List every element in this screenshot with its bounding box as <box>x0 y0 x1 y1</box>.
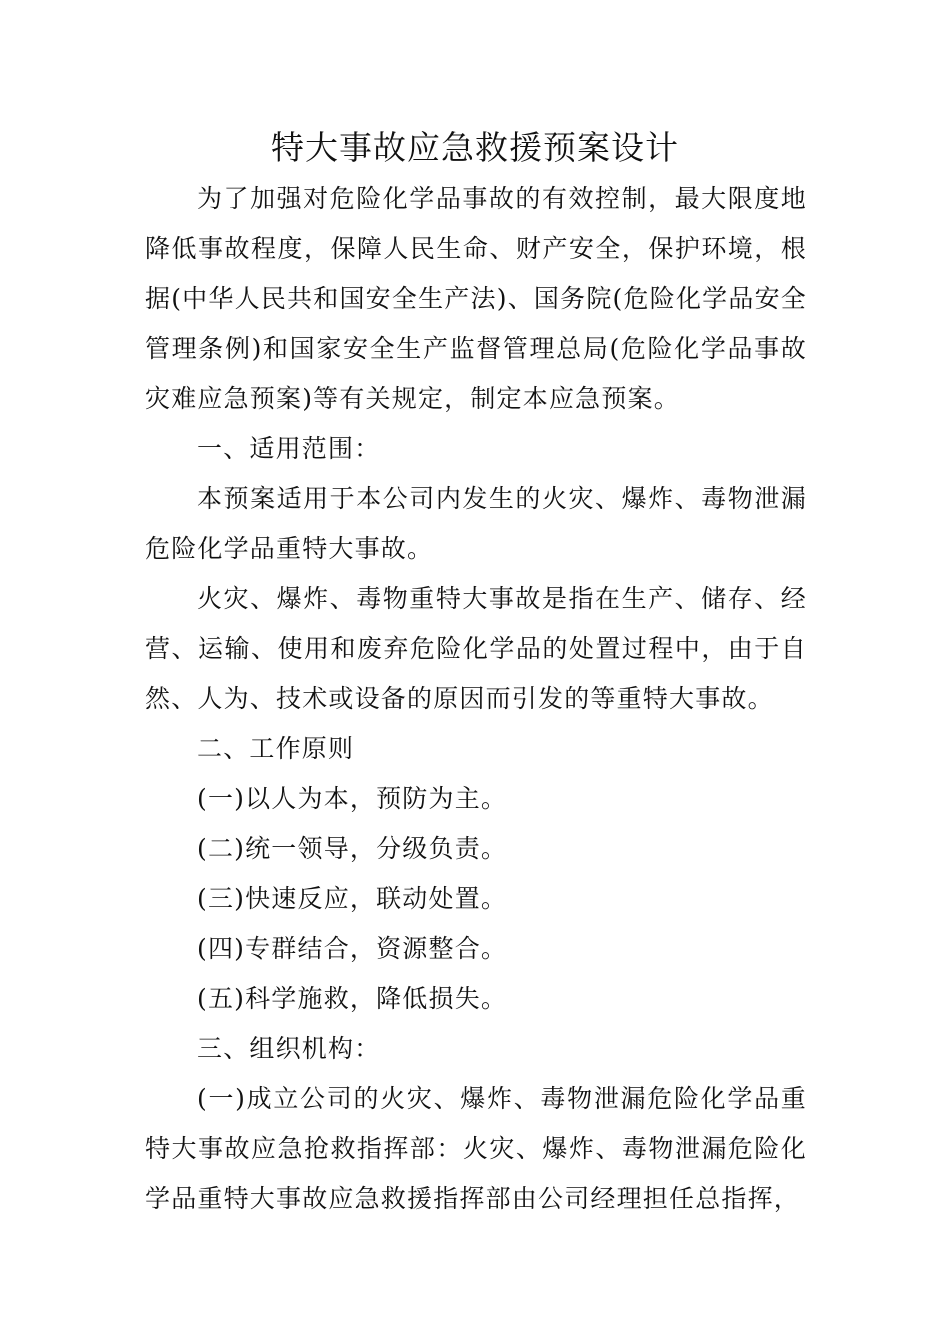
section-heading-principles: 二、工作原则 <box>197 734 355 763</box>
principle-item-2: (二)统一领导，分级负责。 <box>197 834 508 863</box>
document-body <box>145 174 807 1224</box>
paragraph-scope: 本预案适用于本公司内发生的火灾、爆炸、毒物泄漏危险化学品重特大事故。 <box>145 484 807 563</box>
principle-item-4: (四)专群结合，资源整合。 <box>197 934 508 963</box>
principle-item-3: (三)快速反应，联动处置。 <box>197 884 508 913</box>
principle-item-1: (一)以人为本，预防为主。 <box>197 784 508 813</box>
paragraph-intro: 为了加强对危险化学品事故的有效控制，最大限度地降低事故程度，保障人民生命、财产安全，保护环境，根据(中华人民共和国安全生产法)、国务院(危险化学品安全管理条例)和国家安全生产监督管理总局(危险化学品事故灾难应急预案)等有关规定，制定本应急预案。 <box>145 184 807 413</box>
section-heading-scope: 一、适用范围： <box>197 434 381 463</box>
section-heading-organization: 三、组织机构： <box>197 1034 381 1063</box>
document-title: 特大事故应急救援预案设计 <box>271 128 679 167</box>
paragraph-definition: 火灾、爆炸、毒物重特大事故是指在生产、储存、经营、运输、使用和废弃危险化学品的处置过程中，由于自然、人为、技术或设备的原因而引发的等重特大事故。 <box>145 584 807 713</box>
principle-item-5: (五)科学施救，降低损失。 <box>197 984 508 1013</box>
paragraph-organization: (一)成立公司的火灾、爆炸、毒物泄漏危险化学品重特大事故应急抢救指挥部：火灾、爆炸、毒物泄漏危险化学品重特大事故应急救援指挥部由公司经理担任总指挥， <box>145 1084 807 1213</box>
